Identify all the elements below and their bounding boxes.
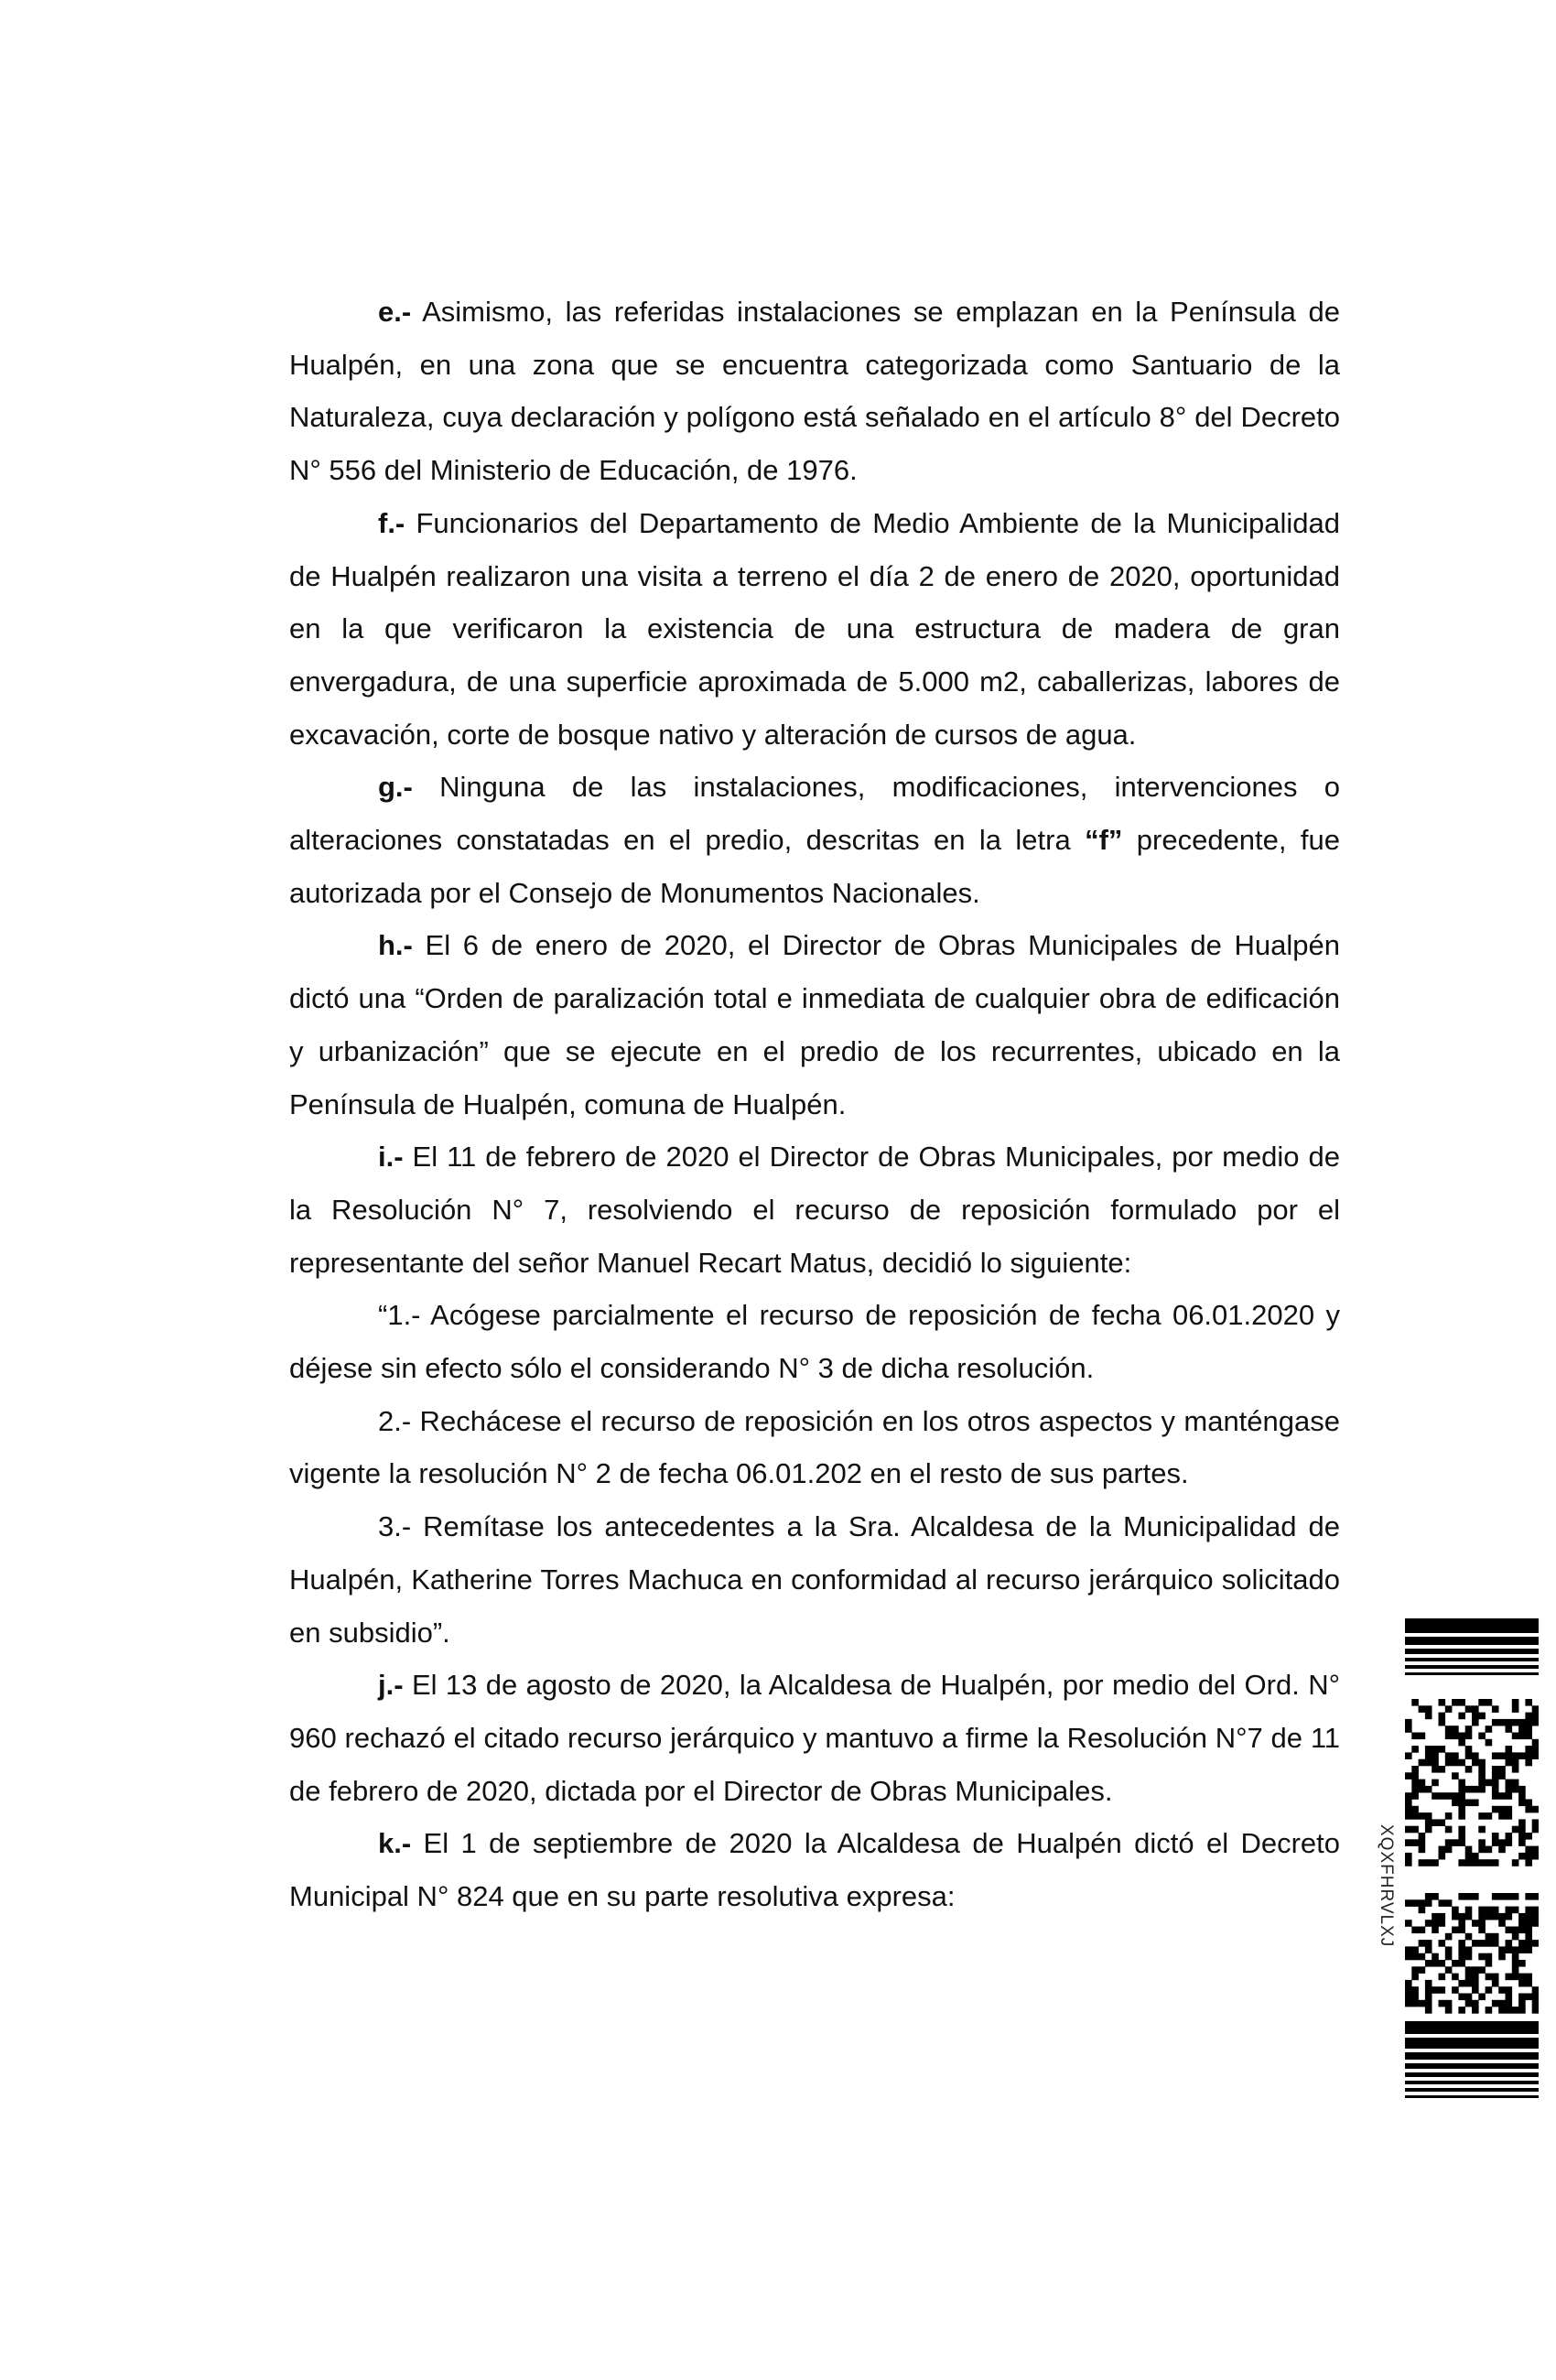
paragraph — [289, 761, 1340, 919]
paragraph-label: k.- — [378, 1827, 412, 1860]
verification-barcode — [1405, 1618, 1539, 2140]
paragraph-text: precedente, fue autorizada por el Consejo de Monumentos Nacionales. — [289, 824, 1340, 909]
paragraph-label: i.- — [378, 1141, 404, 1174]
paragraph-text: 2.- Rechácese el recurso de reposición en los otros aspectos y manténgase vigente la resolución N° 2 de fecha 06.01.202 en el resto de sus partes. — [289, 1404, 1340, 1490]
paragraph — [289, 1130, 1340, 1289]
barcode-graphic — [1405, 1618, 1539, 2140]
document-body — [289, 286, 1340, 1923]
paragraph-label: h.- — [378, 929, 413, 962]
paragraph — [289, 286, 1340, 497]
paragraph-text: Asimismo, las referidas instalaciones se emplazan en la Península de Hualpén, en una zona que se encuentra categorizada como Santuario de la Naturaleza, cuya declaración y polígono está señalado en el artículo 8° del Decreto N° 556 del Ministerio de Educación, de 1976. — [289, 296, 1340, 487]
paragraph-text: El 6 de enero de 2020, el Director de Obras Municipales de Hualpén dictó una “Orden de paralización total e inmediata de cualquier obra de edificación y urbanización” que se ejecute en el predio de los recurrentes, ubicado en la Península de Hualpén, comuna de Hualpén. — [289, 929, 1340, 1120]
paragraph-text: El 13 de agosto de 2020, la Alcaldesa de Hualpén, por medio del Ord. N° 960 rechazó el citado recurso jerárquico y mantuvo a firme la Resolución N°7 de 11 de febrero de 2020, dictada por el Director de Obras Municipales. — [289, 1669, 1340, 1807]
verification-code: XQXFHRVLXJ — [1377, 1823, 1396, 1948]
paragraph-text: 3.- Remítase los antecedentes a la Sra. Alcaldesa de la Municipalidad de Hualpén, Katherine Torres Machuca en conformidad al recurso jerárquico solicitado en subsidio”. — [289, 1510, 1340, 1649]
paragraph-label: f.- — [378, 506, 405, 539]
paragraph-label: g.- — [378, 771, 413, 804]
paragraph — [289, 497, 1340, 762]
paragraph-text: Funcionarios del Departamento de Medio Ambiente de la Municipalidad de Hualpén realizaron una visita a terreno el día 2 de enero de 2020, oportunidad en la que verificaron la existencia de una estructura de madera de gran envergadura, de una superficie aproximada de 5.000 m2, caballerizas, labores de excavación, corte de bosque nativo y alteración de cursos de agua. — [289, 506, 1340, 751]
paragraph — [289, 1289, 1340, 1394]
paragraph-text: “f” — [1085, 824, 1123, 857]
paragraph — [289, 1659, 1340, 1817]
paragraph-label: e.- — [378, 296, 412, 328]
paragraph — [289, 1500, 1340, 1659]
paragraph-text: El 11 de febrero de 2020 el Director de Obras Municipales, por medio de la Resolución N° 7, resolviendo el recurso de reposición formulado por el representante del señor Manuel Recart Matus, decidió lo siguiente: — [289, 1141, 1340, 1279]
paragraph-text: Ninguna de las instalaciones, modificaciones, intervenciones o alteraciones constatadas en el predio, descritas en la letra — [289, 771, 1340, 857]
paragraph-text: “1.- Acógese parcialmente el recurso de reposición de fecha 06.01.2020 y déjese sin efecto sólo el considerando N° 3 de dicha resolución. — [289, 1299, 1340, 1385]
paragraph — [289, 1395, 1340, 1500]
paragraph — [289, 1817, 1340, 1922]
paragraph-text: El 1 de septiembre de 2020 la Alcaldesa de Hualpén dictó el Decreto Municipal N° 824 que en su parte resolutiva expresa: — [289, 1827, 1340, 1913]
paragraph — [289, 919, 1340, 1130]
paragraph-label: j.- — [378, 1669, 404, 1702]
